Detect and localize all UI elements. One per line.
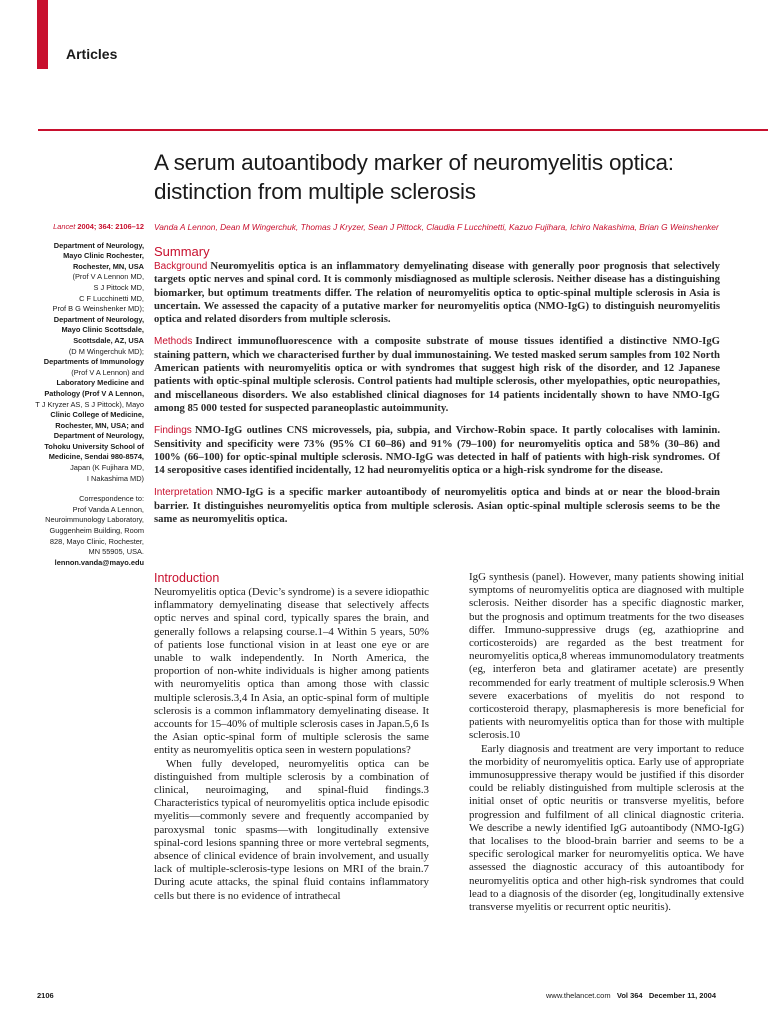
citation	[20, 222, 144, 233]
intro-paragraph: When fully developed, neuromyelitis optica can be distinguished from multiple sclerosis by a combination of clinical, neuroimaging, and spinal-fluid findings.3 Characteristics typical of neuromyelitis optica include episodic myelitis—commonly severe and frequently accompanied by paroxysmal tonic spasms—with longitudinally extensive spinal-cord lesions spanning three or more vertebral segments, absence of clinical evidence of brain involvement, and usually lack of multiple-sclerosis-type lesions on MRI of the brain.7 During acute attacks, the spinal fluid contains inflammatory cells but there is no evidence of intrathecal	[154, 757, 429, 902]
correspondence-line: 828, Mayo Clinic, Rochester,	[49, 536, 144, 546]
background-label: Background	[154, 261, 208, 272]
citation-details: 2004; 364: 2106–12	[75, 222, 144, 231]
summary-findings	[154, 424, 720, 477]
affiliation-line: (Prof V A Lennon MD,	[72, 272, 144, 282]
background-text: Neuromyelitis optica is an inflammatory demyelinating disease with generally poor prognosis that selectively targets optic nerves and spinal cord. It is commonly misdiagnosed as multiple sclerosis. Neither disease has a distinguishing biomarker, but optimum treatments differ. The relation of neuromyelitis optica to optic-spinal multiple sclerosis in Asia is uncertain. We assessed the capacity of a putative marker for neuromyelitis optica (NMO-IgG) to distinguish neuromyelitis optica and related disorders from multiple sclerosis.	[154, 260, 720, 326]
affiliation-line: Laboratory Medicine and	[56, 378, 144, 388]
journal-footer	[546, 991, 716, 1000]
affiliation-line: T J Kryzer AS, S J Pittock), Mayo	[35, 399, 144, 409]
interpretation-text: NMO-IgG is a specific marker autoantibody of neuromyelitis optica and binds at or near the blood-brain barrier. It distinguishes neuromyelitis optica from multiple sclerosis. Asian optic-spinal multiple sclerosis seems to be the same as neuromyelitis optica.	[154, 486, 720, 526]
affiliation-line: Departments of Immunology	[43, 357, 144, 367]
affiliation-line: Rochester, MN, USA	[72, 261, 144, 271]
affiliation-line: I Nakashima MD)	[86, 473, 144, 483]
affiliation-line: S J Pittock MD,	[93, 282, 144, 292]
introduction	[154, 571, 744, 971]
summary	[154, 244, 720, 535]
section-label: Articles	[66, 46, 118, 62]
sidebar	[20, 222, 144, 568]
introduction-column-right	[469, 571, 744, 914]
affiliation-line: Scottsdale, AZ, USA	[73, 335, 144, 345]
affiliation-line: Department of Neurology,	[53, 431, 144, 441]
affiliation-line: Department of Neurology,	[53, 314, 144, 324]
affiliations	[20, 241, 144, 485]
journal-site[interactable]: www.thelancet.com	[545, 991, 611, 1000]
affiliation-line: Department of Neurology,	[53, 240, 144, 250]
affiliation-line: C F Lucchinetti MD,	[79, 293, 144, 303]
findings-label: Findings	[154, 425, 192, 437]
affiliation-line: Rochester, MN, USA; and	[55, 420, 144, 430]
methods-label: Methods	[154, 336, 193, 348]
affiliation-line: (D M Wingerchuk MD);	[68, 346, 144, 356]
intro-paragraph: IgG synthesis (panel). However, many patients showing initial symptoms of neuromyelitis optica are diagnosed with multiple sclerosis. Neither disorder has a specific diagnostic marker, but the prognosis and optimum treatments for the two diseases differ. Immuno-suppressive drugs (eg, azathioprine and corticosteroids) are regarded as the best treatment for neuromyelitis optica,8 whereas immunomodulatory treatments (eg, interferon beta and glatiramer acetate) are presently recommended for early treatment of multiple sclerosis.9 When severe exacerbations of myelitis do not respond to corticosteroid therapy, plasmapheresis is more beneficial for patients with neuromyelitis optica than for those with multiple sclerosis.10	[469, 571, 744, 742]
author-list: Vanda A Lennon, Dean M Wingerchuk, Thomas J Kryzer, Sean J Pittock, Claudia F Lucchinetti, Kazuo Fujihara, Ichiro Nakashima, Brian G Weinshenker	[154, 222, 719, 232]
introduction-heading: Introduction	[154, 571, 220, 585]
affiliation-line: (Prof V A Lennon) and	[71, 367, 144, 377]
affiliation-line: Pathology (Prof V A Lennon,	[44, 388, 144, 398]
journal-volume: Vol 364	[616, 991, 643, 1000]
header-rule	[38, 129, 768, 131]
methods-text: Indirect immunofluorescence with a composite substrate of mouse tissues identified a distinctive NMO-IgG staining pattern, which we characterised further by dual immunostaining. We tested masked serum samples from 102 North American patients with neuromyelitis optica or with syndromes that suggest high risk of the disorder, and 12 Japanese patients with optic-spinal multiple sclerosis. Control patients had multiple sclerosis, other myelopathies, optic neuropathies, and miscellaneous disorders. We also established clinical diagnoses for 14 patients incidentally shown to have NMO-IgG among 85 000 tested for suspected paraneoplastic autoimmunity.	[154, 335, 720, 414]
correspondence	[20, 494, 144, 558]
summary-methods	[154, 335, 720, 415]
page-number: 2106	[37, 991, 54, 1000]
interpretation-label: Interpretation	[154, 487, 213, 499]
citation-journal: Lancet	[53, 222, 76, 231]
introduction-column-left	[154, 586, 429, 903]
affiliation-line: Prof B G Weinshenker MD);	[52, 304, 144, 314]
correspondence-line: Guggenheim Building, Room	[49, 526, 144, 536]
summary-interpretation	[154, 486, 720, 526]
intro-paragraph: Neuromyelitis optica (Devic’s syndrome) is a severe idiopathic inflammatory demyelinating disease that selectively affects optic nerves and spinal cord, typically spares the brain, and generally follows a relapsing course.1–4 Within 5 years, 50% of patients lose functional vision in at least one eye or are unable to walk independently. In North America, the proportion of non-white individuals is higher among patients with neuromyelitis optica than among those with classic multiple sclerosis.3,4 In Asia, an optic-spinal form of multiple sclerosis is a common inflammatory demyelinating disease. It accounts for 15–40% of multiple sclerosis cases in Japan.5,6 Is the Asian optic-spinal form of multiple sclerosis the same entity as neuromyelitis optica seen in western populations?	[154, 586, 429, 757]
correspondence-email[interactable]: lennon.vanda@mayo.edu	[54, 557, 144, 567]
affiliation-line: Clinic College of Medicine,	[50, 410, 144, 420]
intro-paragraph: Early diagnosis and treatment are very important to reduce the morbidity of neuromyelitis optica. Early use of appropriate immunosuppressive therapy would be justified if this disorder could be reliably distinguished from multiple sclerosis at the initial onset of optic neuritis or transverse myelitis, before progression and fulfilment of all clinical diagnostic criteria. We describe a newly identified IgG autoantibody (NMO-IgG) that localises to the blood-brain barrier and seems to be a specific serological marker for neuromyelitis optica. We have assessed the diagnostic accuracy of this autoantibody for neuromyelitis optica and other high-risk syndromes that could lead to a diagnosis of the disorder (eg, longitudinally extensive transverse myelitis or recurrent optic neuritis).	[469, 742, 744, 914]
journal-date: December 11, 2004	[648, 991, 716, 1000]
affiliation-line: Mayo Clinic Scottsdale,	[61, 325, 144, 335]
summary-background	[154, 260, 720, 326]
affiliation-line: Japan (K Fujihara MD,	[70, 463, 144, 473]
affiliation-line: Tohoku University School of	[44, 441, 144, 451]
correspondence-line: Neuroimmunology Laboratory,	[45, 515, 144, 525]
correspondence-line: Correspondence to:	[79, 494, 144, 504]
article-title: A serum autoantibody marker of neuromyelitis optica: distinction from multiple sclerosis	[154, 150, 674, 204]
correspondence-line: MN 55905, USA.	[88, 547, 144, 557]
summary-heading: Summary	[154, 244, 210, 259]
affiliation-line: Mayo Clinic Rochester,	[63, 251, 144, 261]
correspondence-line: Prof Vanda A Lennon,	[72, 504, 144, 514]
findings-text: NMO-IgG outlines CNS microvessels, pia, subpia, and Virchow-Robin space. It partly colocalises with laminin. Sensitivity and specificity were 73% (95% CI 60–86) and 91% (79–100) for neuromyelitis optica and 58% (30–86) and 100% (66–100) for optic-spinal multiple sclerosis. NMO-IgG was detected in half of patients with high-risk syndromes. Of 14 seropositive cases identified incidentally, 12 had neuromyelitis optica or a high-risk syndrome for the disease.	[154, 424, 720, 477]
affiliation-line: Medicine, Sendai 980-8574,	[48, 452, 144, 462]
section-color-bar	[37, 0, 48, 69]
